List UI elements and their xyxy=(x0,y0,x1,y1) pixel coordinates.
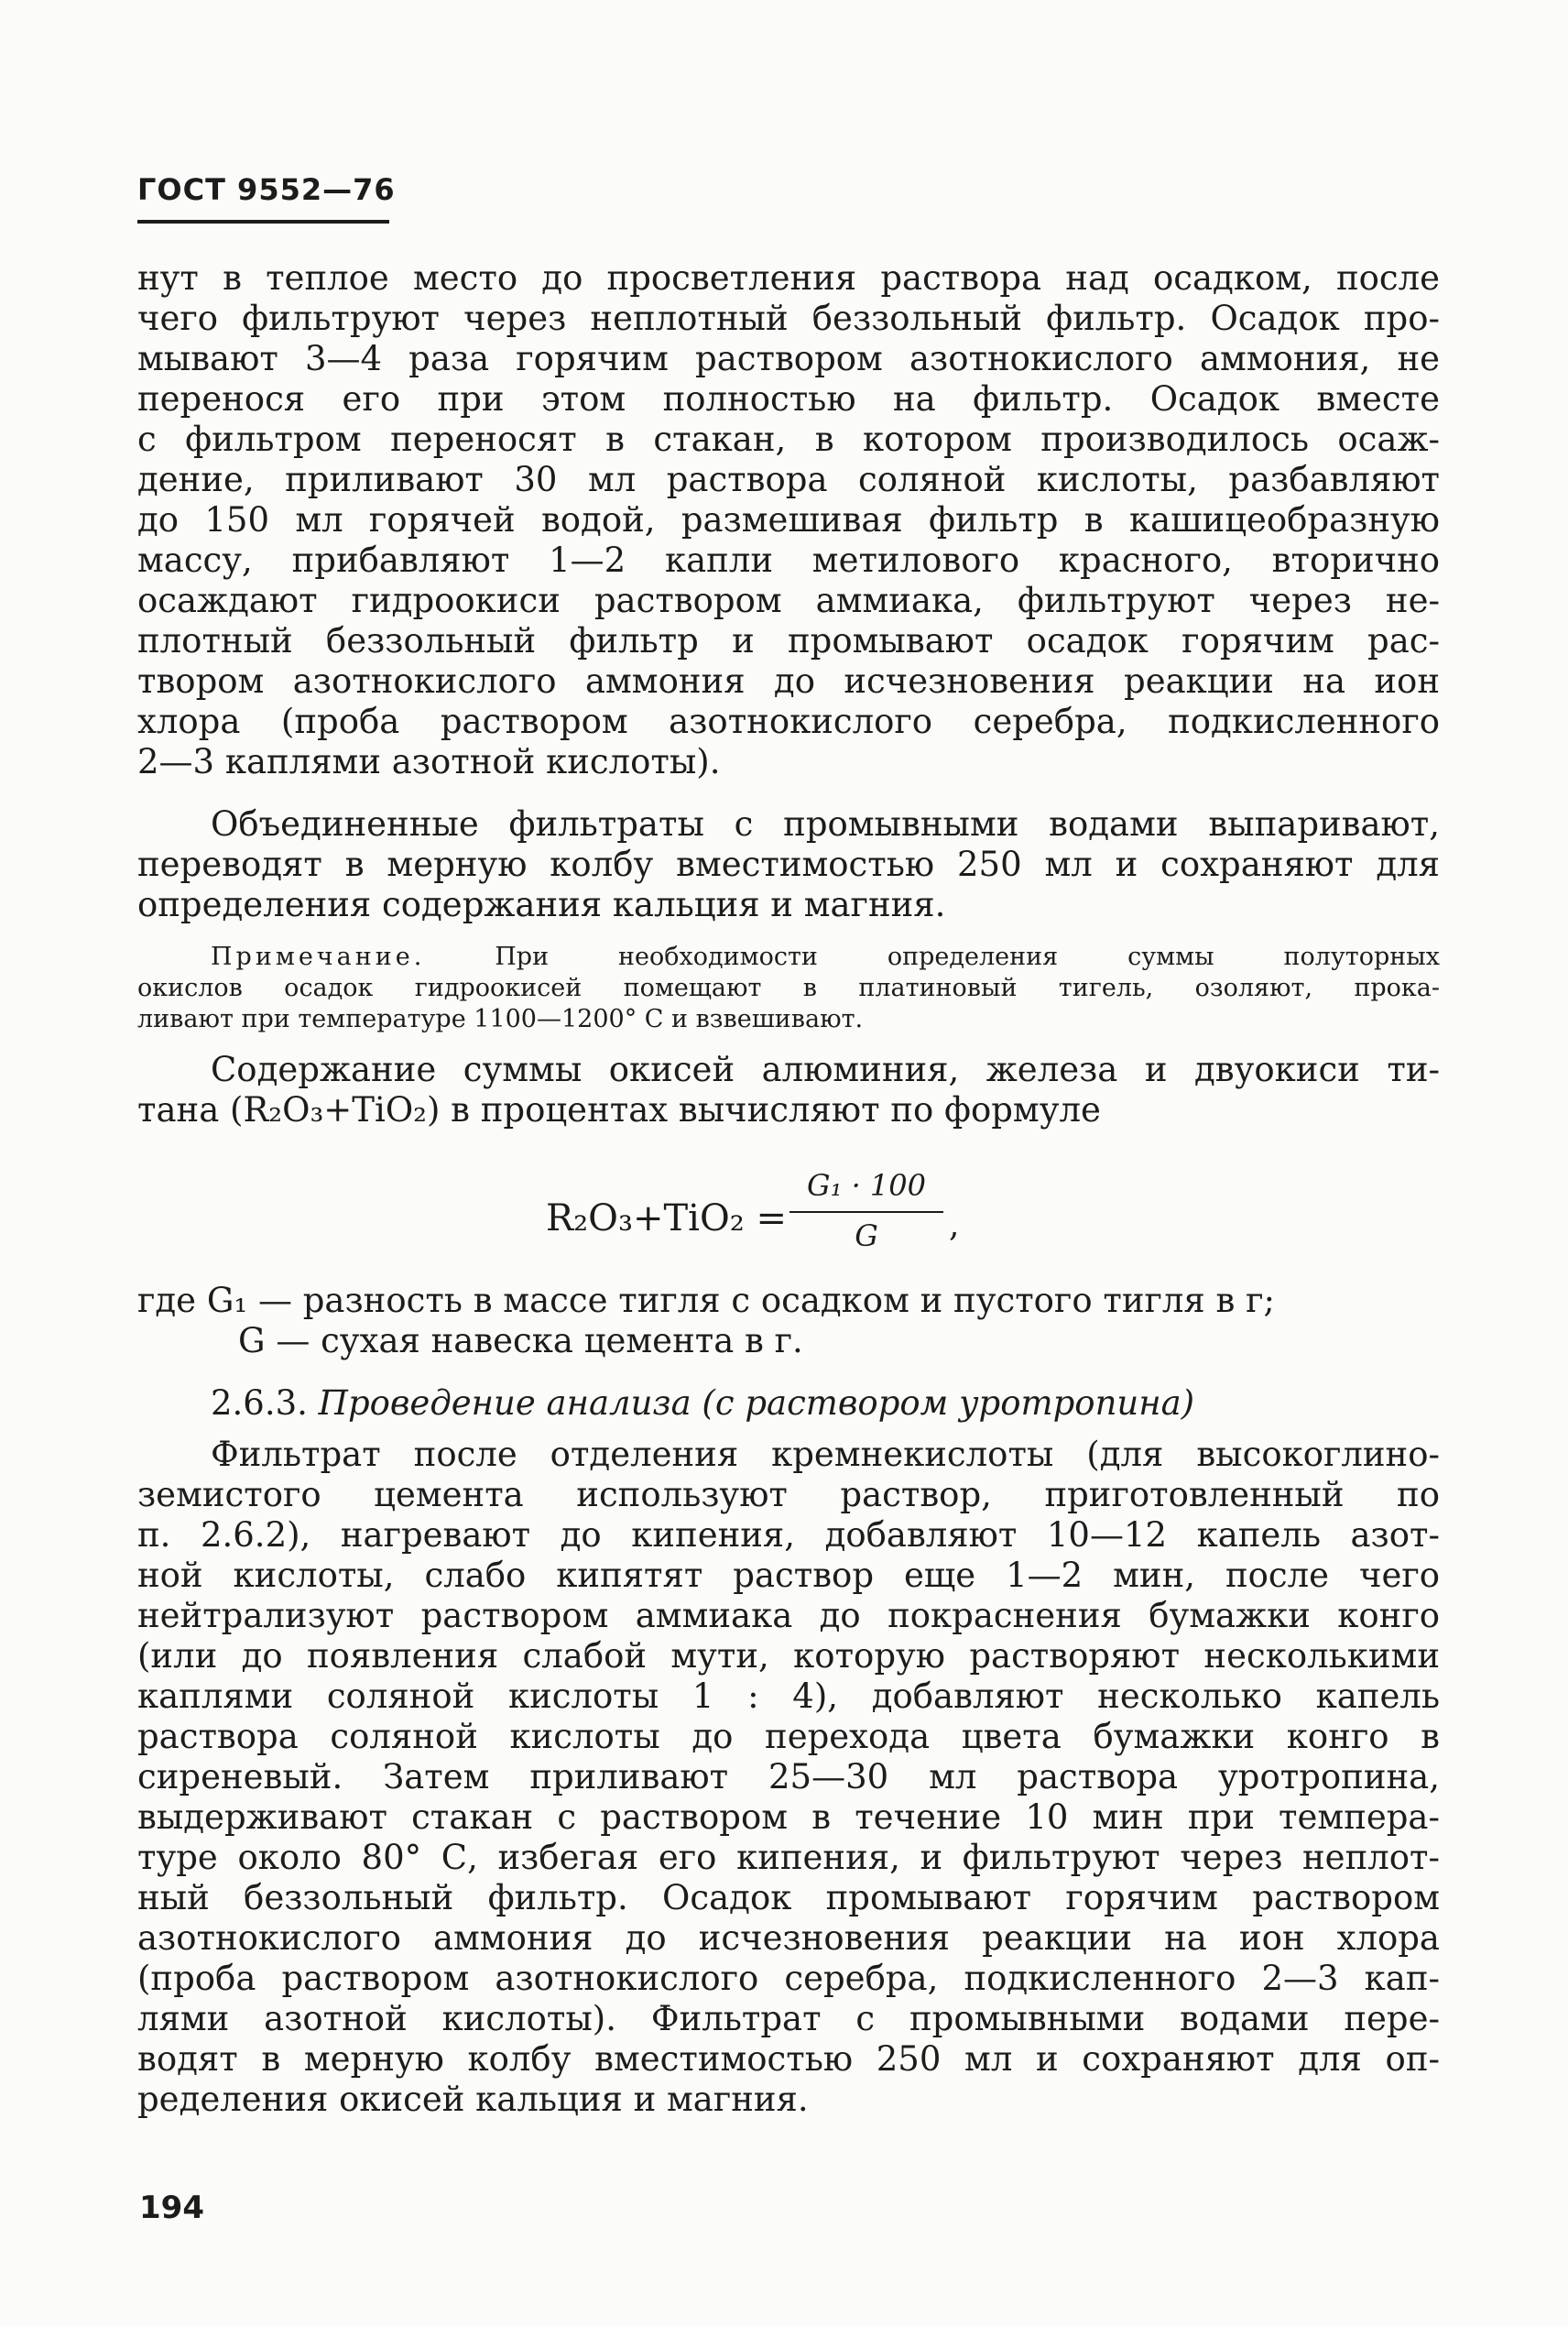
text-line: лями азотной кислоты). Фильтрат с промывными водами пере- xyxy=(137,1999,1440,2038)
text-line: чего фильтруют через неплотный беззольный фильтр. Осадок про- xyxy=(137,299,1440,338)
formula-numerator: G₁ · 100 xyxy=(807,1168,926,1203)
note-line xyxy=(137,942,1440,973)
text-line: мывают 3—4 раза горячим раствором азотнокислого аммония, не xyxy=(137,339,1440,378)
text-line: с фильтром переносят в стакан, в котором производилось осаж- xyxy=(137,420,1440,459)
text-line: раствора соляной кислоты до перехода цвета бумажки конго в xyxy=(137,1717,1440,1756)
text-line: Содержание суммы окисей алюминия, железа и двуокиси ти- xyxy=(211,1050,1440,1089)
section-title-line xyxy=(137,1383,1440,1424)
text-line: массу, прибавляют 1—2 капли метилового красного, вторично xyxy=(137,541,1440,580)
paragraph-1 xyxy=(137,258,1440,782)
note-text: При необходимости определения суммы полуторных xyxy=(495,943,1440,971)
header-rule xyxy=(137,220,389,224)
text-line: определения содержания кальция и магния. xyxy=(137,885,946,924)
note-line: окислов осадок гидроокисей помещают в платиновый тигель, озоляют, прока- xyxy=(137,974,1440,1002)
note-label: Примечание. xyxy=(211,943,426,971)
paragraph-2 xyxy=(137,804,1440,925)
page-number: 194 xyxy=(139,2189,204,2226)
text-line: 2—3 каплями азотной кислоты). xyxy=(137,742,721,781)
legend-line: где G₁ — разность в массе тигля с осадком и пустого тигля в г; xyxy=(137,1281,1275,1320)
legend-line: G — сухая навеска цемента в г. xyxy=(238,1321,803,1360)
text-line: азотнокислого аммония до исчезновения реакции на ион хлора xyxy=(137,1918,1440,1958)
standard-header: ГОСТ 9552—76 xyxy=(137,172,396,207)
text-line: каплями соляной кислоты 1 : 4), добавляют несколько капель xyxy=(137,1676,1440,1716)
text-line: осаждают гидроокиси раствором аммиака, фильтруют через не- xyxy=(137,581,1440,620)
note-line: ливают при температуре 1100—1200° С и взвешивают. xyxy=(137,1005,864,1033)
oxides-formula xyxy=(546,1168,1059,1269)
text-line: ный беззольный фильтр. Осадок промывают горячим раствором xyxy=(137,1878,1440,1917)
formula-comma: , xyxy=(949,1207,960,1244)
section-heading xyxy=(137,1383,1440,1424)
text-line: земистого цемента используют раствор, приготовленный по xyxy=(137,1475,1440,1514)
text-line: переводят в мерную колбу вместимостью 250 мл и сохраняют для xyxy=(137,845,1440,884)
formula-legend xyxy=(137,1281,1440,1361)
text-line: п. 2.6.2), нагревают до кипения, добавляют 10—12 капель азот- xyxy=(137,1515,1440,1555)
note-block xyxy=(137,942,1440,1035)
text-line: твором азотнокислого аммония до исчезновения реакции на ион xyxy=(137,661,1440,701)
text-line: нейтрализуют раствором аммиака до покраснения бумажки конго xyxy=(137,1596,1440,1635)
text-line: Фильтрат после отделения кремнекислоты (для высокоглино- xyxy=(211,1435,1440,1474)
text-line: сиреневый. Затем приливают 25—30 мл раствора уротропина, xyxy=(137,1757,1440,1796)
text-line: дение, приливают 30 мл раствора соляной кислоты, разбавляют xyxy=(137,460,1440,499)
formula-denominator: G xyxy=(855,1218,878,1253)
fraction-bar xyxy=(789,1211,943,1213)
formula-lhs: R₂O₃+TiO₂ = xyxy=(546,1197,788,1239)
text-line: (проба раствором азотнокислого серебра, подкисленного 2—3 кап- xyxy=(137,1959,1440,1998)
paragraph-4 xyxy=(137,1435,1440,2120)
text-line: туре около 80° С, избегая его кипения, и фильтруют через неплот- xyxy=(137,1838,1440,1877)
text-line: выдерживают стакан с раствором в течение 10 мин при темпера- xyxy=(137,1797,1440,1837)
text-line: перенося его при этом полностью на фильтр. Осадок вместе xyxy=(137,379,1440,419)
text-line: ной кислоты, слабо кипятят раствор еще 1—2 мин, после чего xyxy=(137,1556,1440,1595)
text-line: Объединенные фильтраты с промывными водами выпаривают, xyxy=(211,804,1440,844)
paragraph-3 xyxy=(137,1050,1440,1130)
text-line: до 150 мл горячей водой, размешивая фильтр в кашицеобразную xyxy=(137,500,1440,540)
text-line: водят в мерную колбу вместимостью 250 мл и сохраняют для оп- xyxy=(137,2039,1440,2079)
text-line: нут в теплое место до просветления раствора над осадком, после xyxy=(137,258,1440,298)
text-line: (или до появления слабой мути, которую растворяют несколькими xyxy=(137,1636,1440,1676)
text-line: плотный беззольный фильтр и промывают осадок горячим рас- xyxy=(137,621,1440,661)
section-title: Проведение анализа (с раствором уротропина) xyxy=(318,1383,1195,1423)
text-line: хлора (проба раствором азотнокислого серебра, подкисленного xyxy=(137,702,1440,741)
text-line: ределения окисей кальция и магния. xyxy=(137,2080,809,2119)
section-number: 2.6.3. xyxy=(211,1383,308,1423)
text-line: тана (R₂O₃+TiO₂) в процентах вычисляют по формуле xyxy=(137,1090,1101,1130)
